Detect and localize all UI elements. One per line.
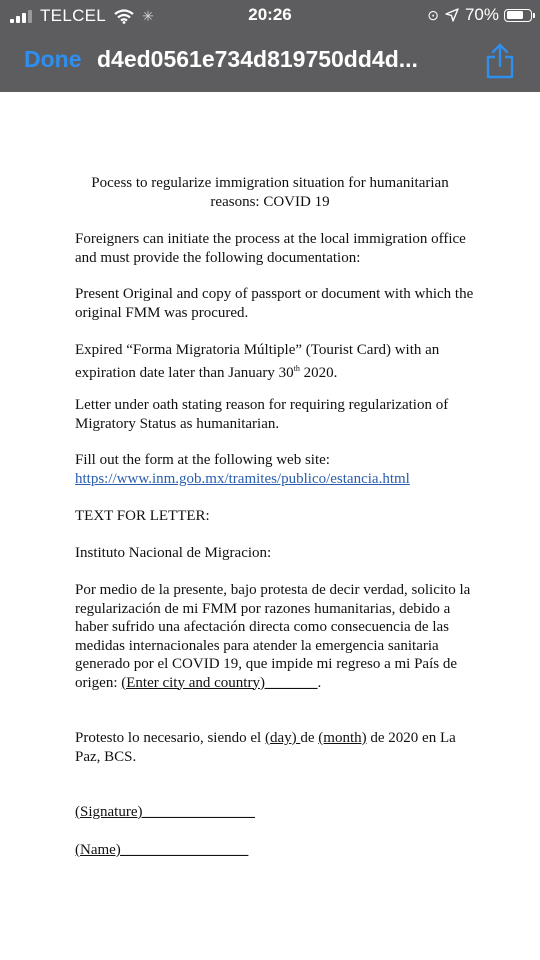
title-line-1: Pocess to regularize immigration situation for humanitarian (91, 175, 449, 191)
name-line: (Name)_________________ (75, 842, 249, 858)
form-website-link[interactable]: https://www.inm.gob.mx/tramites/publico/estancia.html (75, 470, 410, 487)
signature-line: (Signature)_______________ (75, 804, 255, 820)
status-bar (0, 0, 540, 30)
letter-body-text: Por medio de la presente, bajo protesta de decir verdad, solicito la regularización de mi FMM por razones humanitarias, debido a haber sufrido una afectación directa como consecuencia de las medidas internacionales para atender la emergencia sanitaria generado por el COVID 19, que impide mi regreso a mi País de origen: (75, 582, 471, 691)
top-bar (0, 0, 540, 92)
web-form-text: Fill out the form at the following web site: (75, 452, 330, 468)
letter-body-period: . (317, 674, 322, 691)
battery-percent: 70% (464, 5, 499, 24)
paragraph-fmm (75, 341, 475, 382)
paragraph-web-form (75, 451, 475, 488)
rotation-lock-icon: ⊙ (427, 6, 439, 23)
done-button[interactable]: Done (24, 46, 82, 72)
paragraph-passport: Present Original and copy of passport or document with which the original FMM was procured. (75, 286, 474, 321)
letter-heading: TEXT FOR LETTER: (75, 508, 210, 524)
letter-body (75, 581, 475, 692)
day-blank: (day) (264, 730, 301, 746)
closing-text-a: Protesto lo necesario, siendo el (75, 730, 265, 746)
fmm-year: 2020. (299, 364, 338, 381)
closing-text-b: de (300, 730, 319, 746)
document-title (75, 174, 465, 211)
letter-addressee: Instituto Nacional de Migracion: (75, 545, 272, 561)
paragraph-intro: Foreigners can initiate the process at the local immigration office and must provide the following documentation: (75, 231, 466, 266)
title-line-2: reasons: COVID 19 (210, 193, 330, 210)
closing-text-c: de 2020 en La Paz, BCS. (75, 730, 456, 765)
location-arrow-icon (445, 8, 459, 22)
navigation-bar (0, 38, 540, 84)
ordinal-suffix: th (293, 363, 300, 373)
month-blank: (month) (318, 730, 367, 746)
share-icon[interactable] (484, 42, 516, 80)
document-filename: d4ed0561e734d819750dd4d... (97, 46, 418, 72)
battery-icon (504, 9, 532, 22)
activity-spinner-icon: ✳ (142, 7, 154, 24)
letter-closing (75, 729, 475, 766)
city-country-blank: (Enter city and country)_______ (121, 674, 318, 691)
clock: 20:26 (248, 5, 292, 24)
document-page (0, 92, 540, 960)
paragraph-letter-oath: Letter under oath stating reason for requiring regularization of Migratory Status as humanitarian. (75, 397, 449, 432)
carrier-name: TELCEL (40, 6, 107, 25)
fmm-text: Expired “Forma Migratoria Múltiple” (Tourist Card) with an expiration date later than January 30 (75, 342, 440, 381)
